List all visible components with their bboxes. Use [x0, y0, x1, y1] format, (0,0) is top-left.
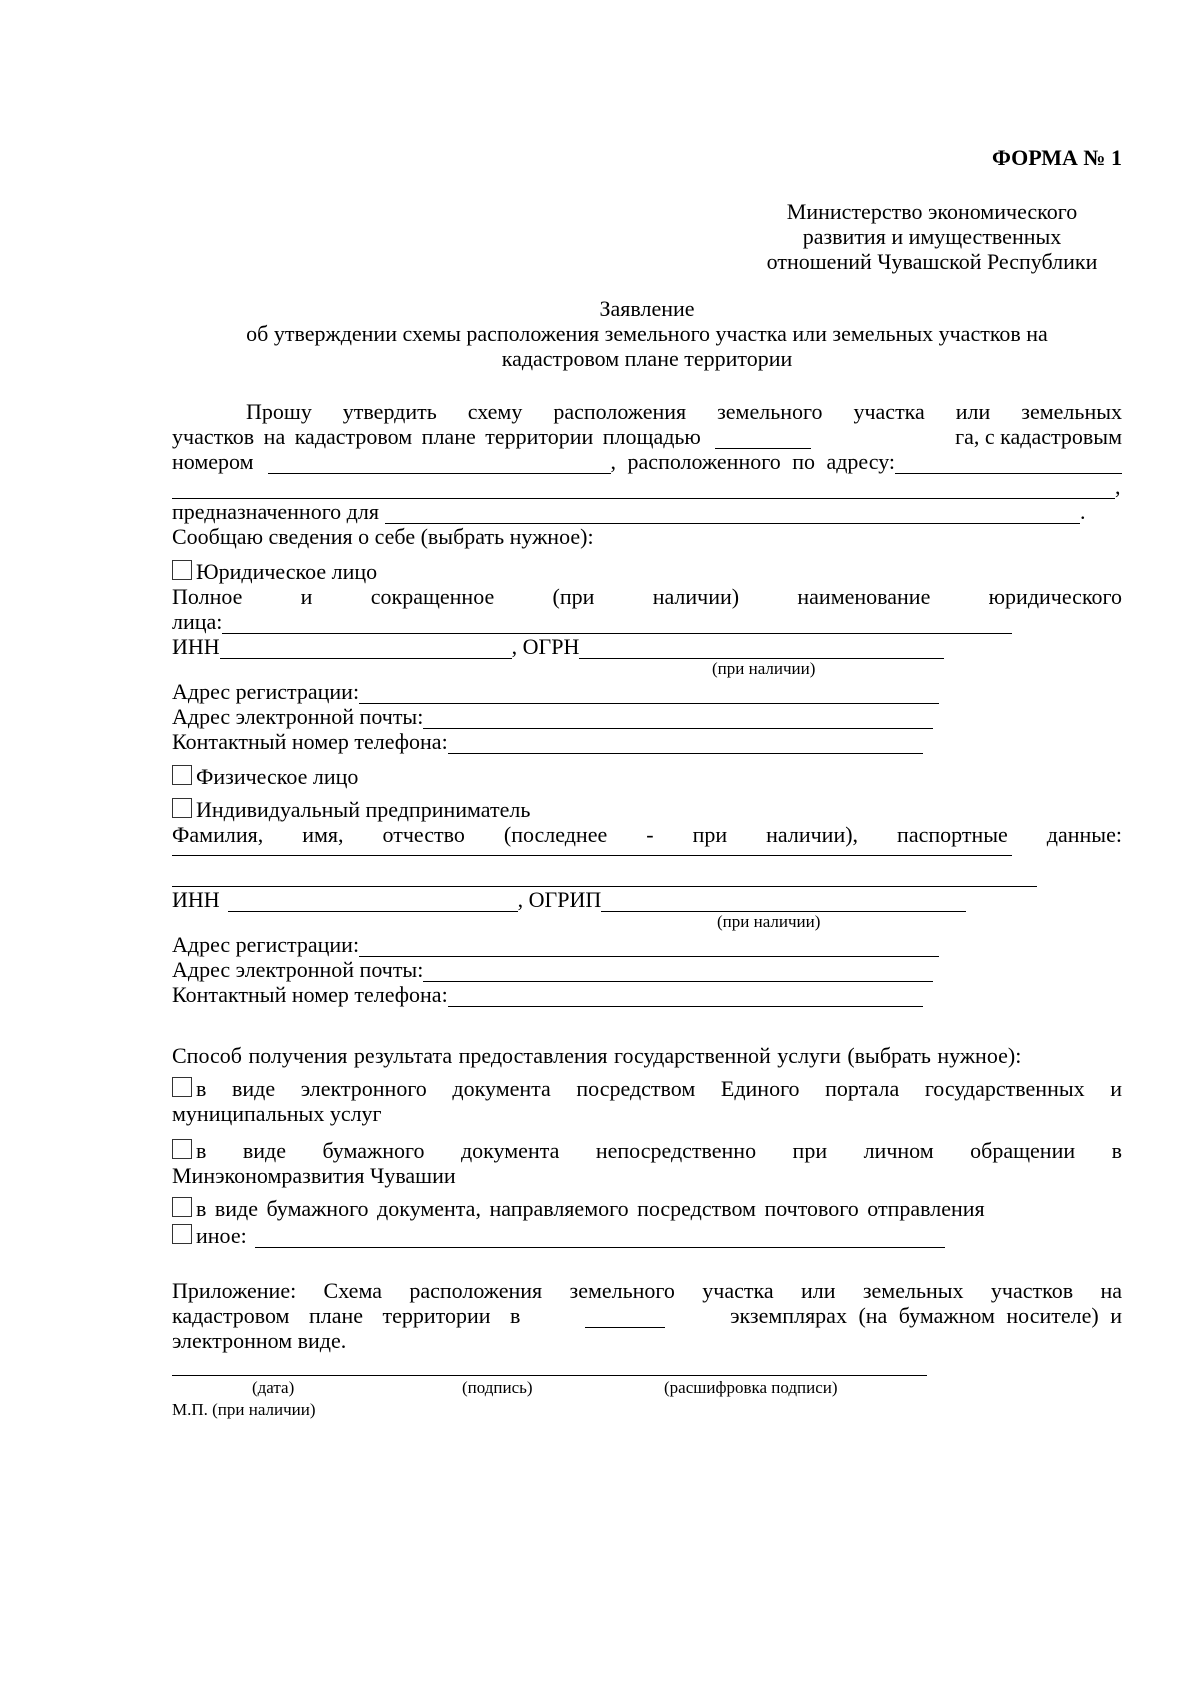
entrepreneur-option: Индивидуальный предприниматель — [172, 797, 1122, 822]
result-option-3: в виде бумажного документа, направляемого посредством почтового отправления — [172, 1196, 1122, 1221]
individual-option: Физическое лицо — [172, 764, 1122, 789]
legal-email-line: Адрес электронной почты: — [172, 704, 1122, 729]
decode-label: (расшифровка подписи) — [664, 1378, 838, 1397]
area-field[interactable] — [715, 428, 811, 449]
address-field[interactable] — [895, 453, 1122, 474]
address-field-2[interactable] — [172, 478, 1115, 499]
result-option-4: иное: — [172, 1223, 1122, 1248]
title-line-3: кадастровом плане территории — [501, 346, 793, 371]
ogrip-note: (при наличии) — [717, 912, 821, 931]
legal-entity-ogrn-field[interactable] — [579, 638, 944, 659]
request-paragraph — [172, 399, 1122, 549]
request-line-3: номером , расположенного по адресу: — [172, 449, 1122, 474]
result-option-1: в виде электронного документа посредством Единого портала государственных и — [172, 1076, 1122, 1101]
attachment-line-2: кадастровом плане территории в экземплярах (на бумажном носителе) и — [172, 1303, 1122, 1328]
cadastral-number-field[interactable] — [268, 453, 611, 474]
result-option-2-cont: Минэкономразвития Чувашии — [172, 1163, 456, 1188]
signature-line[interactable] — [172, 1365, 927, 1376]
entrepreneur-passport-field[interactable] — [172, 856, 1037, 887]
ent-phone-field[interactable] — [448, 986, 923, 1007]
ministry-line-2: развития и имущественных — [802, 224, 1062, 249]
legal-entity-inn-line: ИНН , ОГРН — [172, 634, 1122, 659]
entrepreneur-checkbox[interactable] — [172, 798, 192, 818]
legal-entity-name-field[interactable] — [222, 613, 1012, 634]
legal-entity-inn-field[interactable] — [220, 638, 512, 659]
result-other-field[interactable] — [255, 1227, 945, 1248]
address-continuation: , — [172, 474, 1122, 499]
ministry-line-1: Министерство экономического — [786, 199, 1078, 224]
title-line-2: об утверждении схемы расположения земельного участка или земельных участков на — [246, 321, 1048, 346]
ent-email-line: Адрес электронной почты: — [172, 957, 1122, 982]
attachment-line-3: электронном виде. — [172, 1328, 347, 1353]
legal-phone-field[interactable] — [448, 733, 923, 754]
request-line-1: Прошу утвердить схему расположения земельного участка или земельных — [246, 399, 1122, 424]
entrepreneur-fio-field[interactable] — [172, 847, 1012, 856]
result-option-4-checkbox[interactable] — [172, 1224, 192, 1244]
ent-phone-line: Контактный номер телефона: — [172, 982, 1122, 1007]
copies-count-field[interactable] — [585, 1307, 665, 1328]
self-info-heading: Сообщаю сведения о себе (выбрать нужное): — [172, 524, 594, 549]
legal-reg-address-field[interactable] — [359, 683, 939, 704]
form-number: ФОРМА № 1 — [991, 145, 1122, 170]
signature-labels — [172, 1376, 1122, 1398]
result-method-heading: Способ получения результата предоставления государственной услуги (выбрать нужное): — [172, 1043, 1022, 1068]
entrepreneur-ogrip-field[interactable] — [601, 891, 966, 912]
ogrn-note: (при наличии) — [712, 659, 816, 678]
document-title — [172, 296, 1122, 371]
result-option-2-checkbox[interactable] — [172, 1139, 192, 1159]
legal-email-field[interactable] — [423, 708, 933, 729]
entrepreneur-fio-line: Фамилия, имя, отчество (последнее - при наличии), паспортные данные: — [172, 822, 1122, 847]
entrepreneur-inn-line: ИНН , ОГРИП — [172, 887, 1122, 912]
title-line-1: Заявление — [599, 296, 695, 321]
sign-label: (подпись) — [462, 1378, 533, 1397]
date-label: (дата) — [252, 1378, 295, 1397]
ent-reg-address-line: Адрес регистрации: — [172, 932, 1122, 957]
individual-checkbox[interactable] — [172, 765, 192, 785]
ent-reg-address-field[interactable] — [359, 936, 939, 957]
request-line-2: участков на кадастровом плане территории площадью га, с кадастровым — [172, 424, 1122, 449]
ent-email-field[interactable] — [423, 961, 933, 982]
ministry-block — [172, 199, 1122, 274]
purpose-line: предназначенного для . — [172, 499, 1086, 524]
purpose-field[interactable] — [385, 503, 1080, 524]
application-form — [172, 140, 1122, 1420]
legal-entity-name-line: Полное и сокращенное (при наличии) наименование юридического — [172, 584, 1122, 609]
legal-reg-address-line: Адрес регистрации: — [172, 679, 1122, 704]
result-option-2: в виде бумажного документа непосредственно при личном обращении в — [172, 1138, 1122, 1163]
attachment-line-1: Приложение: Схема расположения земельного участка или земельных участков на — [172, 1278, 1122, 1303]
entrepreneur-inn-field[interactable] — [228, 891, 518, 912]
result-option-3-checkbox[interactable] — [172, 1197, 192, 1217]
legal-entity-checkbox[interactable] — [172, 560, 192, 580]
legal-phone-line: Контактный номер телефона: — [172, 729, 1122, 754]
ministry-line-3: отношений Чувашской Республики — [766, 249, 1098, 274]
legal-entity-option: Юридическое лицо — [172, 559, 1122, 584]
result-option-1-checkbox[interactable] — [172, 1077, 192, 1097]
result-option-1-cont: муниципальных услуг — [172, 1101, 382, 1126]
stamp-label: М.П. (при наличии) — [172, 1400, 316, 1419]
attachment-block — [172, 1278, 1122, 1353]
legal-entity-name-cont: лица: — [172, 609, 1122, 634]
